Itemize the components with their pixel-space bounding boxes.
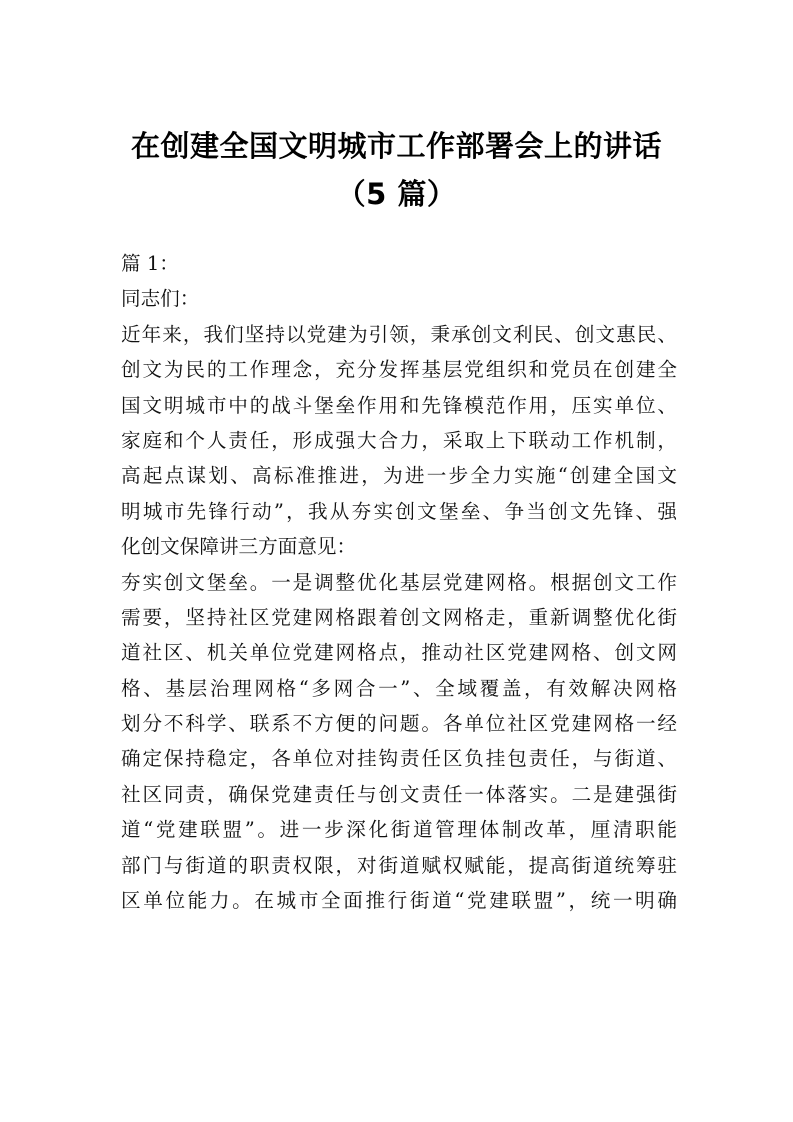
text-line: 划分不科学、联系不方便的问题。各单位社区党建网格一经 <box>121 712 677 736</box>
document-title: 在创建全国文明城市工作部署会上的讲话 <box>130 129 662 163</box>
text-line: 需要，坚持社区党建网格跟着创文网格走，重新调整优化街 <box>121 605 677 629</box>
text-line: 确定保持稳定，各单位对挂钩责任区负挂包责任，与街道、 <box>121 747 677 771</box>
text-line: 夯实创文堡垒。一是调整优化基层党建网格。根据创文工作 <box>121 570 677 594</box>
text-line: 化创文保障讲三方面意见： <box>121 535 357 559</box>
text-line: 明城市先锋行动”，我从夯实创文堡垒、争当创文先锋、强 <box>121 499 677 523</box>
text-line: 部门与街道的职责权限，对街道赋权赋能，提高街道统筹驻 <box>121 853 677 877</box>
text-line: 高起点谋划、高标准推进，为进一步全力实施“创建全国文 <box>121 464 677 488</box>
text-line: 国文明城市中的战斗堡垒作用和先锋模范作用，压实单位、 <box>121 393 677 417</box>
text-line: 区单位能力。在城市全面推行街道“党建联盟”，统一明确 <box>121 889 677 913</box>
text-line: 创文为民的工作理念，充分发挥基层党组织和党员在创建全 <box>121 358 677 382</box>
document-subtitle: （5 篇） <box>336 177 457 211</box>
text-line: 近年来，我们坚持以党建为引领，秉承创文利民、创文惠民、 <box>121 322 677 346</box>
text-line: 道社区、机关单位党建网格点，推动社区党建网格、创文网 <box>121 641 677 665</box>
text-line: 家庭和个人责任，形成强大合力，采取上下联动工作机制， <box>121 428 677 452</box>
text-line: 格、基层治理网格“多网合一”、全域覆盖，有效解决网格 <box>121 676 677 700</box>
text-line: 社区同责，确保党建责任与创文责任一体落实。二是建强街 <box>121 782 677 806</box>
document-body <box>121 246 677 918</box>
text-line: 篇 1： <box>121 252 179 275</box>
text-line: 同志们： <box>121 287 200 311</box>
text-line: 道“党建联盟”。进一步深化街道管理体制改革，厘清职能 <box>121 818 677 842</box>
